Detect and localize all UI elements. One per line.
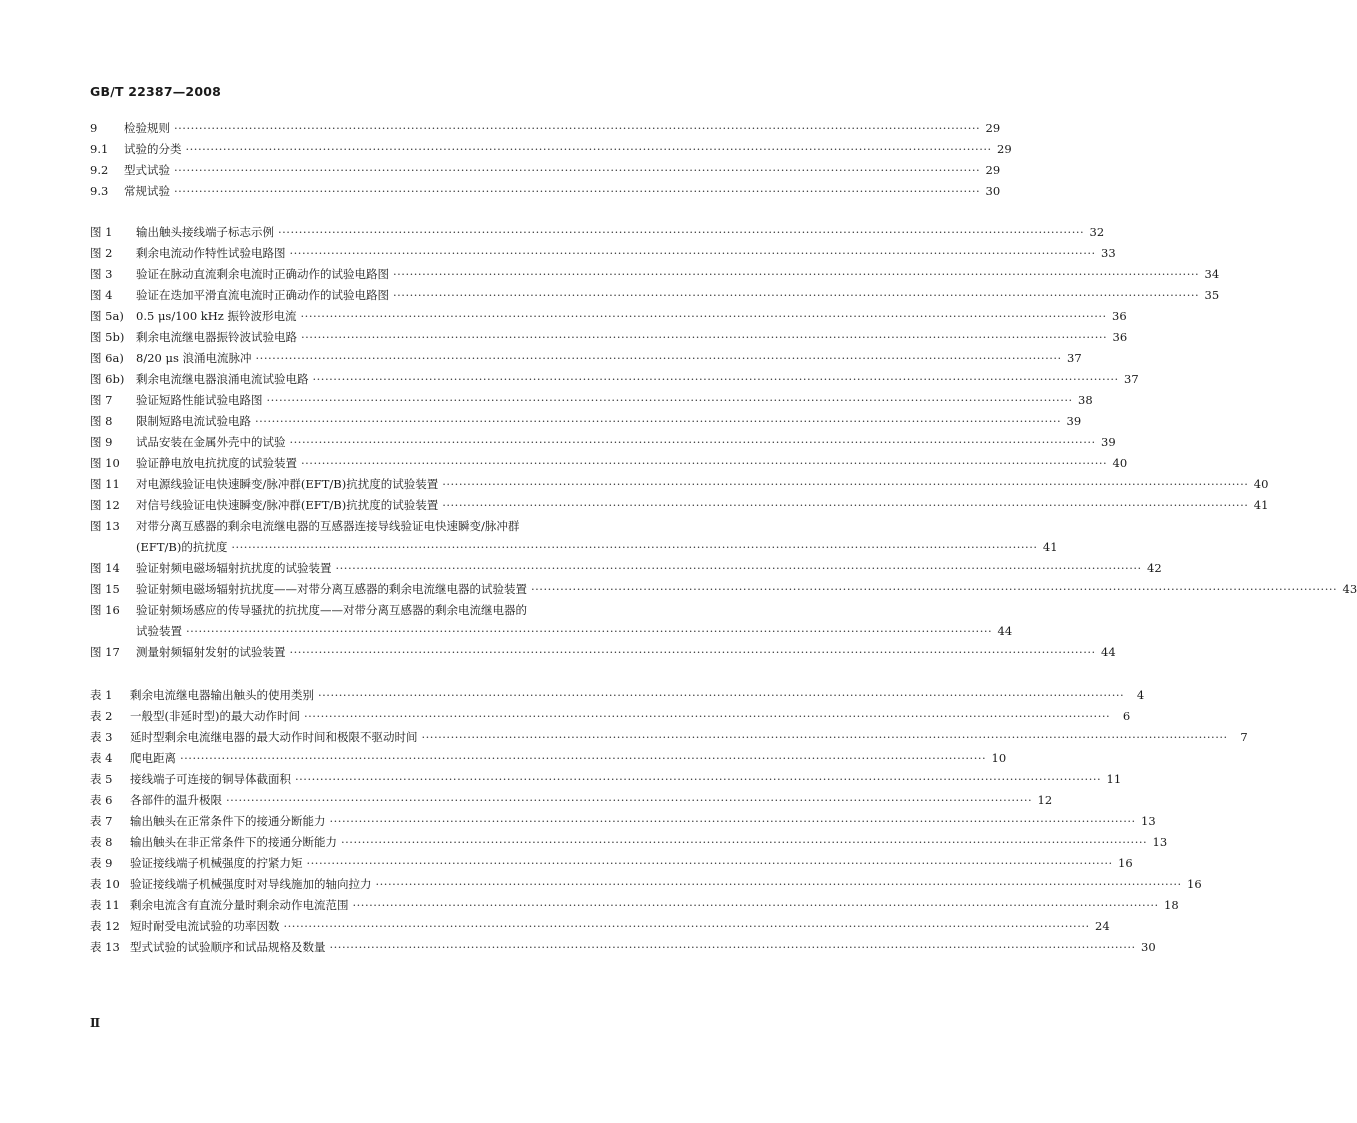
dot-leader: [267, 390, 1073, 411]
toc-figure-row-title: 验证静电放电抗扰度的试验装置: [136, 456, 297, 470]
toc-figure-row-title: 试品安装在金属外壳中的试验: [136, 435, 286, 449]
toc-table-row-title: 型式试验的试验顺序和试品规格及数量: [130, 940, 326, 954]
toc-figure-row-title: 测量射频辐射发射的试验装置: [136, 645, 286, 659]
toc-section-row-page: 30: [985, 184, 1001, 198]
toc-table-row-number: 表 2: [90, 709, 113, 723]
toc-table-row-number: 表 10: [90, 877, 120, 891]
toc-table-row-number: 表 9: [90, 856, 113, 870]
dot-leader: [330, 811, 1136, 832]
toc-table-row-page: 7: [1240, 730, 1248, 744]
toc-figure-row-number: 图 17: [90, 645, 120, 659]
toc-figure-row-title: 剩余电流继电器振铃波试验电路: [136, 330, 297, 344]
toc-figure-row-number: 图 16: [90, 603, 120, 617]
toc-table-row-page: 13: [1152, 835, 1168, 849]
toc-table-row-title: 输出触头在正常条件下的接通分断能力: [130, 814, 326, 828]
toc-section-row-number: 9: [90, 121, 98, 135]
toc-table-row-number: 表 3: [90, 730, 113, 744]
dot-leader: [174, 160, 980, 181]
toc-figure-row[interactable]: [90, 642, 1116, 663]
toc-figure-row[interactable]: [90, 285, 1220, 306]
dot-leader: [442, 474, 1248, 495]
toc-figure-row-page: 44: [1101, 645, 1116, 659]
dot-leader: [301, 453, 1107, 474]
toc-figure-row-number: 图 7: [90, 393, 113, 407]
dot-leader: [393, 285, 1199, 306]
toc-figure-row-page: 39: [1101, 435, 1116, 449]
dot-leader: [422, 727, 1228, 748]
toc-figure-row-title-cont: (EFT/B)的抗扰度: [136, 540, 228, 554]
toc-figure-row-number: 图 5b): [90, 330, 125, 344]
toc-table-row[interactable]: [90, 727, 1248, 748]
dot-leader: [186, 139, 992, 160]
toc-figure-row[interactable]: [90, 558, 1162, 579]
toc-figure-row-number: 图 14: [90, 561, 120, 575]
toc-figure-row-title: 验证在迭加平滑直流电流时正确动作的试验电路图: [136, 288, 389, 302]
dot-leader: [341, 832, 1147, 853]
toc-section-row[interactable]: [90, 139, 1012, 160]
dot-leader: [393, 264, 1199, 285]
toc-figure-row-page: 36: [1112, 309, 1127, 323]
toc-table-row[interactable]: [90, 853, 1133, 874]
toc-figure-row[interactable]: [90, 327, 1128, 348]
toc-table-row[interactable]: [90, 790, 1053, 811]
toc-figure-row-title: 对电源线验证电快速瞬变/脉冲群(EFT/B)抗扰度的试验装置: [136, 477, 439, 491]
toc-figure-row-number: 图 8: [90, 414, 113, 428]
toc-table-row-page: 10: [991, 751, 1007, 765]
toc-figure-row-number: 图 3: [90, 267, 113, 281]
toc-figure-row-title: 剩余电流继电器浪涌电流试验电路: [136, 372, 309, 386]
toc-table-row-title: 爬电距离: [130, 751, 176, 765]
toc-table-row[interactable]: [90, 832, 1168, 853]
toc-figure-row-title: 0.5 μs/100 kHz 振铃波形电流: [136, 309, 297, 323]
toc-table-row-number: 表 13: [90, 940, 120, 954]
toc-section-row-number: 9.2: [90, 163, 109, 177]
toc-table-row-page: 12: [1037, 793, 1053, 807]
dot-leader: [284, 916, 1090, 937]
toc-section-row-title: 检验规则: [124, 121, 170, 135]
toc-figure-row-number: 图 2: [90, 246, 113, 260]
toc-table-row-page: 16: [1187, 877, 1202, 891]
toc-figure-row-number: 图 6a): [90, 351, 124, 365]
toc-table-row[interactable]: [90, 748, 1007, 769]
toc-table-row-number: 表 1: [90, 688, 113, 702]
toc-figures: [90, 222, 1357, 663]
toc-figure-row[interactable]: [90, 264, 1220, 285]
toc-table-row-title: 延时型剩余电流继电器的最大动作时间和极限不驱动时间: [130, 730, 418, 744]
toc-figure-row[interactable]: [90, 600, 705, 621]
toc-figure-row-page: 32: [1089, 225, 1105, 239]
toc-figure-row-number: 图 1: [90, 225, 113, 239]
toc-section-row-number: 9.3: [90, 184, 109, 198]
toc-figure-row[interactable]: [90, 369, 1139, 390]
toc-table-row-page: 24: [1095, 919, 1110, 933]
dot-leader: [295, 769, 1101, 790]
toc-figure-row[interactable]: [90, 243, 1116, 264]
toc-figure-row[interactable]: [90, 453, 1128, 474]
toc-figure-row-title: 剩余电流动作特性试验电路图: [136, 246, 286, 260]
toc-table-row-title: 验证接线端子机械强度时对导线施加的轴向拉力: [130, 877, 372, 891]
toc-figure-row-number: 图 10: [90, 456, 120, 470]
toc-figure-row-continuation[interactable]: [90, 621, 1013, 642]
toc-figure-row-title: 对信号线验证电快速瞬变/脉冲群(EFT/B)抗扰度的试验装置: [136, 498, 439, 512]
dot-leader: [301, 306, 1107, 327]
toc-figure-row-title: 输出触头接线端子标志示例: [136, 225, 274, 239]
toc-table-row-page: 11: [1106, 772, 1122, 786]
toc-table-row-page: 13: [1141, 814, 1156, 828]
toc-figure-row[interactable]: [90, 432, 1116, 453]
toc-figure-row-number: 图 4: [90, 288, 113, 302]
toc-table-row-number: 表 11: [90, 898, 120, 912]
dot-leader: [290, 243, 1096, 264]
toc-table-row-number: 表 5: [90, 772, 113, 786]
toc-section-row[interactable]: [90, 181, 1001, 202]
toc-figure-row[interactable]: [90, 222, 1105, 243]
toc-figure-row-page: 42: [1147, 561, 1162, 575]
dot-leader: [376, 874, 1182, 895]
dot-leader: [255, 411, 1061, 432]
toc-figure-row-continuation[interactable]: [90, 537, 1058, 558]
toc-table-row-number: 表 6: [90, 793, 113, 807]
toc-table-row[interactable]: [90, 937, 1156, 958]
toc-table-row[interactable]: [90, 916, 1110, 937]
toc-table-row-number: 表 4: [90, 751, 113, 765]
toc-table-row[interactable]: [90, 685, 1145, 706]
toc-table-row-page: 18: [1164, 898, 1179, 912]
dot-leader: [174, 118, 980, 139]
toc-table-row-page: 30: [1141, 940, 1156, 954]
toc-table-row-page: 4: [1136, 688, 1145, 702]
dot-leader: [336, 558, 1142, 579]
dot-leader: [442, 495, 1248, 516]
toc-figure-row-number: 图 5a): [90, 309, 124, 323]
toc-figure-row-number: 图 9: [90, 435, 113, 449]
toc-figure-row[interactable]: [90, 306, 1127, 327]
toc-figure-row-page: 43: [1342, 582, 1357, 596]
dot-leader: [256, 348, 1062, 369]
toc-table-row[interactable]: [90, 769, 1122, 790]
toc-table-row[interactable]: [90, 895, 1179, 916]
toc-table-row-page: 16: [1118, 856, 1133, 870]
toc-figure-row[interactable]: [90, 390, 1093, 411]
toc-figure-row-title-cont: 试验装置: [136, 624, 182, 638]
dot-leader: [313, 369, 1119, 390]
toc-table-row-number: 表 8: [90, 835, 113, 849]
dot-leader: [531, 579, 1337, 600]
toc-tables: [90, 685, 1248, 958]
toc-table-row-number: 表 12: [90, 919, 120, 933]
toc-figure-row-page: 44: [997, 624, 1013, 638]
toc-table-row-title: 短时耐受电流试验的功率因数: [130, 919, 280, 933]
toc-figure-row-title: 对带分离互感器的剩余电流继电器的互感器连接导线验证电快速瞬变/脉冲群: [136, 519, 520, 533]
dot-leader: [290, 432, 1096, 453]
toc-table-row[interactable]: [90, 706, 1131, 727]
toc-figure-row-title: 验证短路性能试验电路图: [136, 393, 263, 407]
dot-leader: [307, 853, 1113, 874]
dot-leader: [353, 895, 1159, 916]
toc-figure-row[interactable]: [90, 579, 1357, 600]
dot-leader: [301, 327, 1107, 348]
toc-figure-row-title: 验证射频电磁场辐射抗扰度的试验装置: [136, 561, 332, 575]
toc-figure-row-page: 34: [1204, 267, 1220, 281]
dot-leader: [180, 748, 986, 769]
toc-section-row-page: 29: [985, 121, 1001, 135]
toc-table-row-title: 验证接线端子机械强度的拧紧力矩: [130, 856, 303, 870]
document-code: GB/T 22387—2008: [90, 84, 222, 99]
toc-section-row-title: 常规试验: [124, 184, 170, 198]
toc-figure-row-number: 图 13: [90, 519, 120, 533]
toc-table-row[interactable]: [90, 811, 1156, 832]
dot-leader: [186, 621, 992, 642]
toc-table-row-title: 剩余电流含有直流分量时剩余动作电流范围: [130, 898, 349, 912]
toc-figure-row-title: 验证射频电磁场辐射抗扰度——对带分离互感器的剩余电流继电器的试验装置: [136, 582, 527, 596]
toc-figure-row-number: 图 15: [90, 582, 120, 596]
toc-figure-row-title: 验证射频场感应的传导骚扰的抗扰度——对带分离互感器的剩余电流继电器的: [136, 603, 527, 617]
toc-figure-row[interactable]: [90, 495, 1269, 516]
toc-table-row-number: 表 7: [90, 814, 113, 828]
toc-figure-row[interactable]: [90, 411, 1082, 432]
toc-section-row[interactable]: [90, 118, 1001, 139]
dot-leader: [231, 537, 1037, 558]
toc-section-row-page: 29: [997, 142, 1012, 156]
toc-figure-row-page: 41: [1042, 540, 1058, 554]
dot-leader: [226, 790, 1032, 811]
toc-figure-row-title: 8/20 μs 浪涌电流脉冲: [136, 351, 252, 365]
toc-table-row-title: 接线端子可连接的铜导体截面积: [130, 772, 291, 786]
toc-figure-row[interactable]: [90, 516, 705, 537]
toc-table-row-title: 输出触头在非正常条件下的接通分断能力: [130, 835, 337, 849]
page-number: Ⅱ: [90, 1016, 101, 1030]
toc-figure-row[interactable]: [90, 474, 1269, 495]
toc-figure-row-page: 36: [1112, 330, 1128, 344]
toc-table-row-page: 6: [1122, 709, 1131, 723]
toc-section-row-title: 型式试验: [124, 163, 170, 177]
toc-section-row-page: 29: [985, 163, 1001, 177]
toc-figure-row-page: 38: [1078, 393, 1093, 407]
toc-sections: [90, 118, 1012, 202]
toc-section-row[interactable]: [90, 160, 1001, 181]
dot-leader: [330, 937, 1136, 958]
toc-figure-row-page: 37: [1124, 372, 1139, 386]
toc-figure-row-number: 图 6b): [90, 372, 125, 386]
toc-figure-row-page: 39: [1066, 414, 1082, 428]
toc-table-row-title: 剩余电流继电器输出触头的使用类别: [130, 688, 314, 702]
dot-leader: [318, 685, 1124, 706]
toc-figure-row-page: 33: [1101, 246, 1116, 260]
toc-figure-row-page: 40: [1253, 477, 1269, 491]
toc-figure-row[interactable]: [90, 348, 1082, 369]
toc-section-row-title: 试验的分类: [124, 142, 182, 156]
dot-leader: [304, 706, 1110, 727]
toc-figure-row-number: 图 12: [90, 498, 120, 512]
toc-figure-row-page: 40: [1112, 456, 1128, 470]
toc-figure-row-title: 限制短路电流试验电路: [136, 414, 251, 428]
toc-figure-row-page: 41: [1253, 498, 1269, 512]
toc-table-row-title: 各部件的温升极限: [130, 793, 222, 807]
toc-figure-row-title: 验证在脉动直流剩余电流时正确动作的试验电路图: [136, 267, 389, 281]
dot-leader: [278, 222, 1084, 243]
toc-table-row[interactable]: [90, 874, 1202, 895]
toc-figure-row-number: 图 11: [90, 477, 120, 491]
dot-leader: [174, 181, 980, 202]
toc-figure-row-page: 37: [1067, 351, 1082, 365]
toc-section-row-number: 9.1: [90, 142, 109, 156]
dot-leader: [290, 642, 1096, 663]
toc-figure-row-page: 35: [1204, 288, 1220, 302]
toc-table-row-title: 一般型(非延时型)的最大动作时间: [130, 709, 300, 723]
